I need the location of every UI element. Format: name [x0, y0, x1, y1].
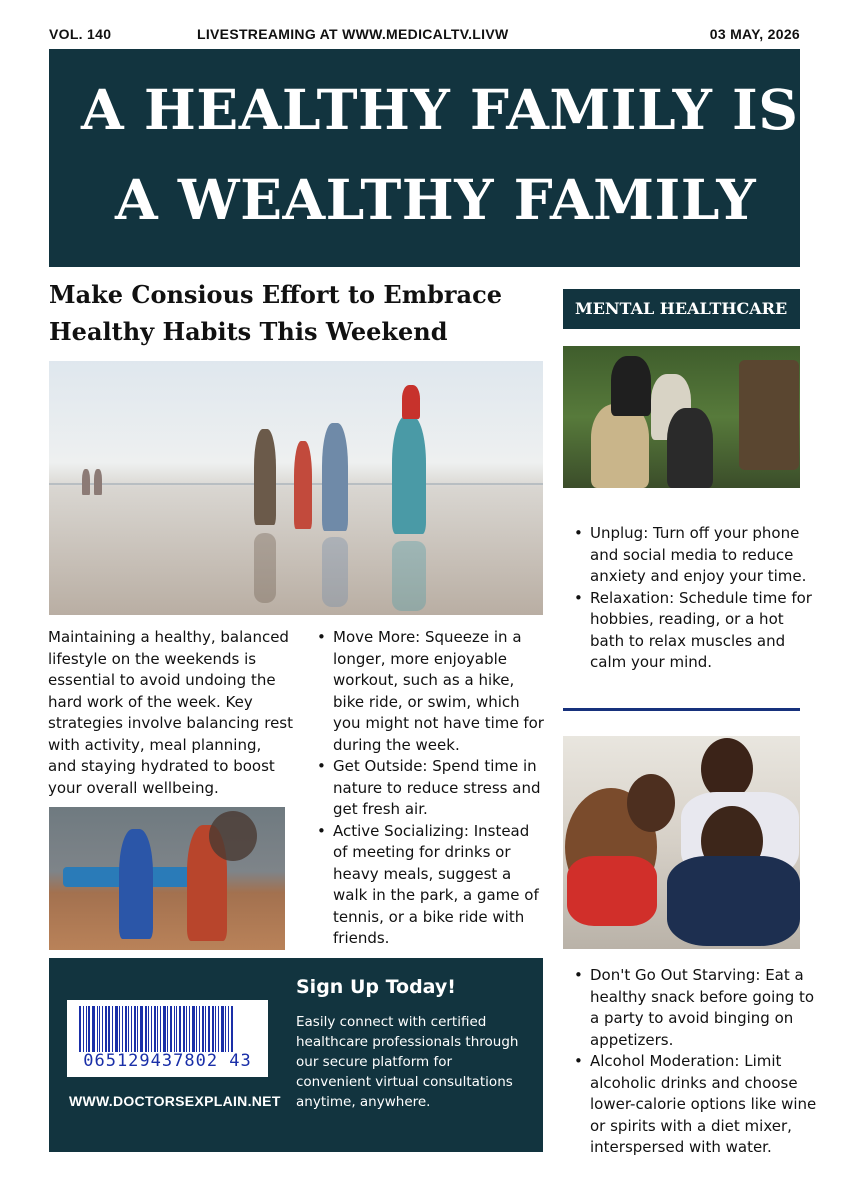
family-group-photo	[563, 346, 800, 488]
section-divider	[563, 708, 800, 711]
list-item: • Move More: Squeeze in a longer, more enjoyable workout, such as a hike, bike ride, or swim, which you might not have time for during the week.	[315, 627, 547, 756]
masthead-title-line-2: A WEALTHY FAMILY	[115, 167, 757, 232]
headline-line-2: Healthy Habits This Weekend	[49, 317, 448, 346]
list-item: • Alcohol Moderation: Limit alcoholic drinks and choose lower-calorie options like wine or spirits with a diet mixer, interspersed with water.	[572, 1051, 824, 1159]
barcode	[67, 1000, 268, 1077]
list-item: • Don't Go Out Starving: Eat a healthy snack before going to a party to avoid binging on appetizers.	[572, 965, 824, 1051]
top-bar	[49, 26, 800, 46]
list-item: • Unplug: Turn off your phone and social media to reduce anxiety and enjoy your time.	[572, 523, 812, 588]
signup-description: Easily connect with certified healthcare professionals through our secure platform for convenient virtual consultations anytime, anywhere.	[296, 1014, 519, 1110]
masthead	[49, 49, 800, 267]
livestream-notice: LIVESTREAMING AT WWW.MEDICALTV.LIVW	[197, 26, 509, 42]
intro-paragraph: Maintaining a healthy, balanced lifestyle on the weekends is essential to avoid undoing the hard work of the week. Key strategies involve balancing rest with activity, meal planning, and staying hydrated to boost your overall wellbeing.	[48, 628, 293, 797]
list-item: • Relaxation: Schedule time for hobbies, reading, or a hot bath to relax muscles and calm your mind.	[572, 588, 812, 674]
smiling-family-photo	[563, 736, 800, 949]
issue-date: 03 MAY, 2026	[709, 26, 800, 42]
party-tips-list	[572, 965, 824, 1159]
beach-family-photo	[49, 361, 543, 615]
website-link[interactable]: WWW.DOCTORSEXPLAIN.NET	[69, 1093, 281, 1109]
list-item: • Get Outside: Spend time in nature to reduce stress and get fresh air.	[315, 756, 547, 821]
mental-health-tips-list	[572, 523, 812, 674]
article-headline	[49, 276, 529, 350]
weekend-tips-list	[315, 627, 547, 950]
volume-number: VOL. 140	[49, 26, 112, 42]
masthead-title-line-1: A HEALTHY FAMILY IS	[81, 77, 799, 142]
signup-title: Sign Up Today!	[296, 976, 456, 998]
headline-line-1: Make Consious Effort to Embrace	[49, 280, 502, 309]
mental-healthcare-label: MENTAL HEALTHCARE	[563, 289, 800, 329]
barcode-bars	[79, 1006, 257, 1052]
signup-panel	[49, 958, 543, 1152]
children-photo	[49, 807, 285, 950]
list-item: • Active Socializing: Instead of meeting for drinks or heavy meals, suggest a walk in the park, a game of tennis, or a bike ride with friends.	[315, 821, 547, 950]
barcode-number: 065129437802 43	[83, 1051, 252, 1071]
